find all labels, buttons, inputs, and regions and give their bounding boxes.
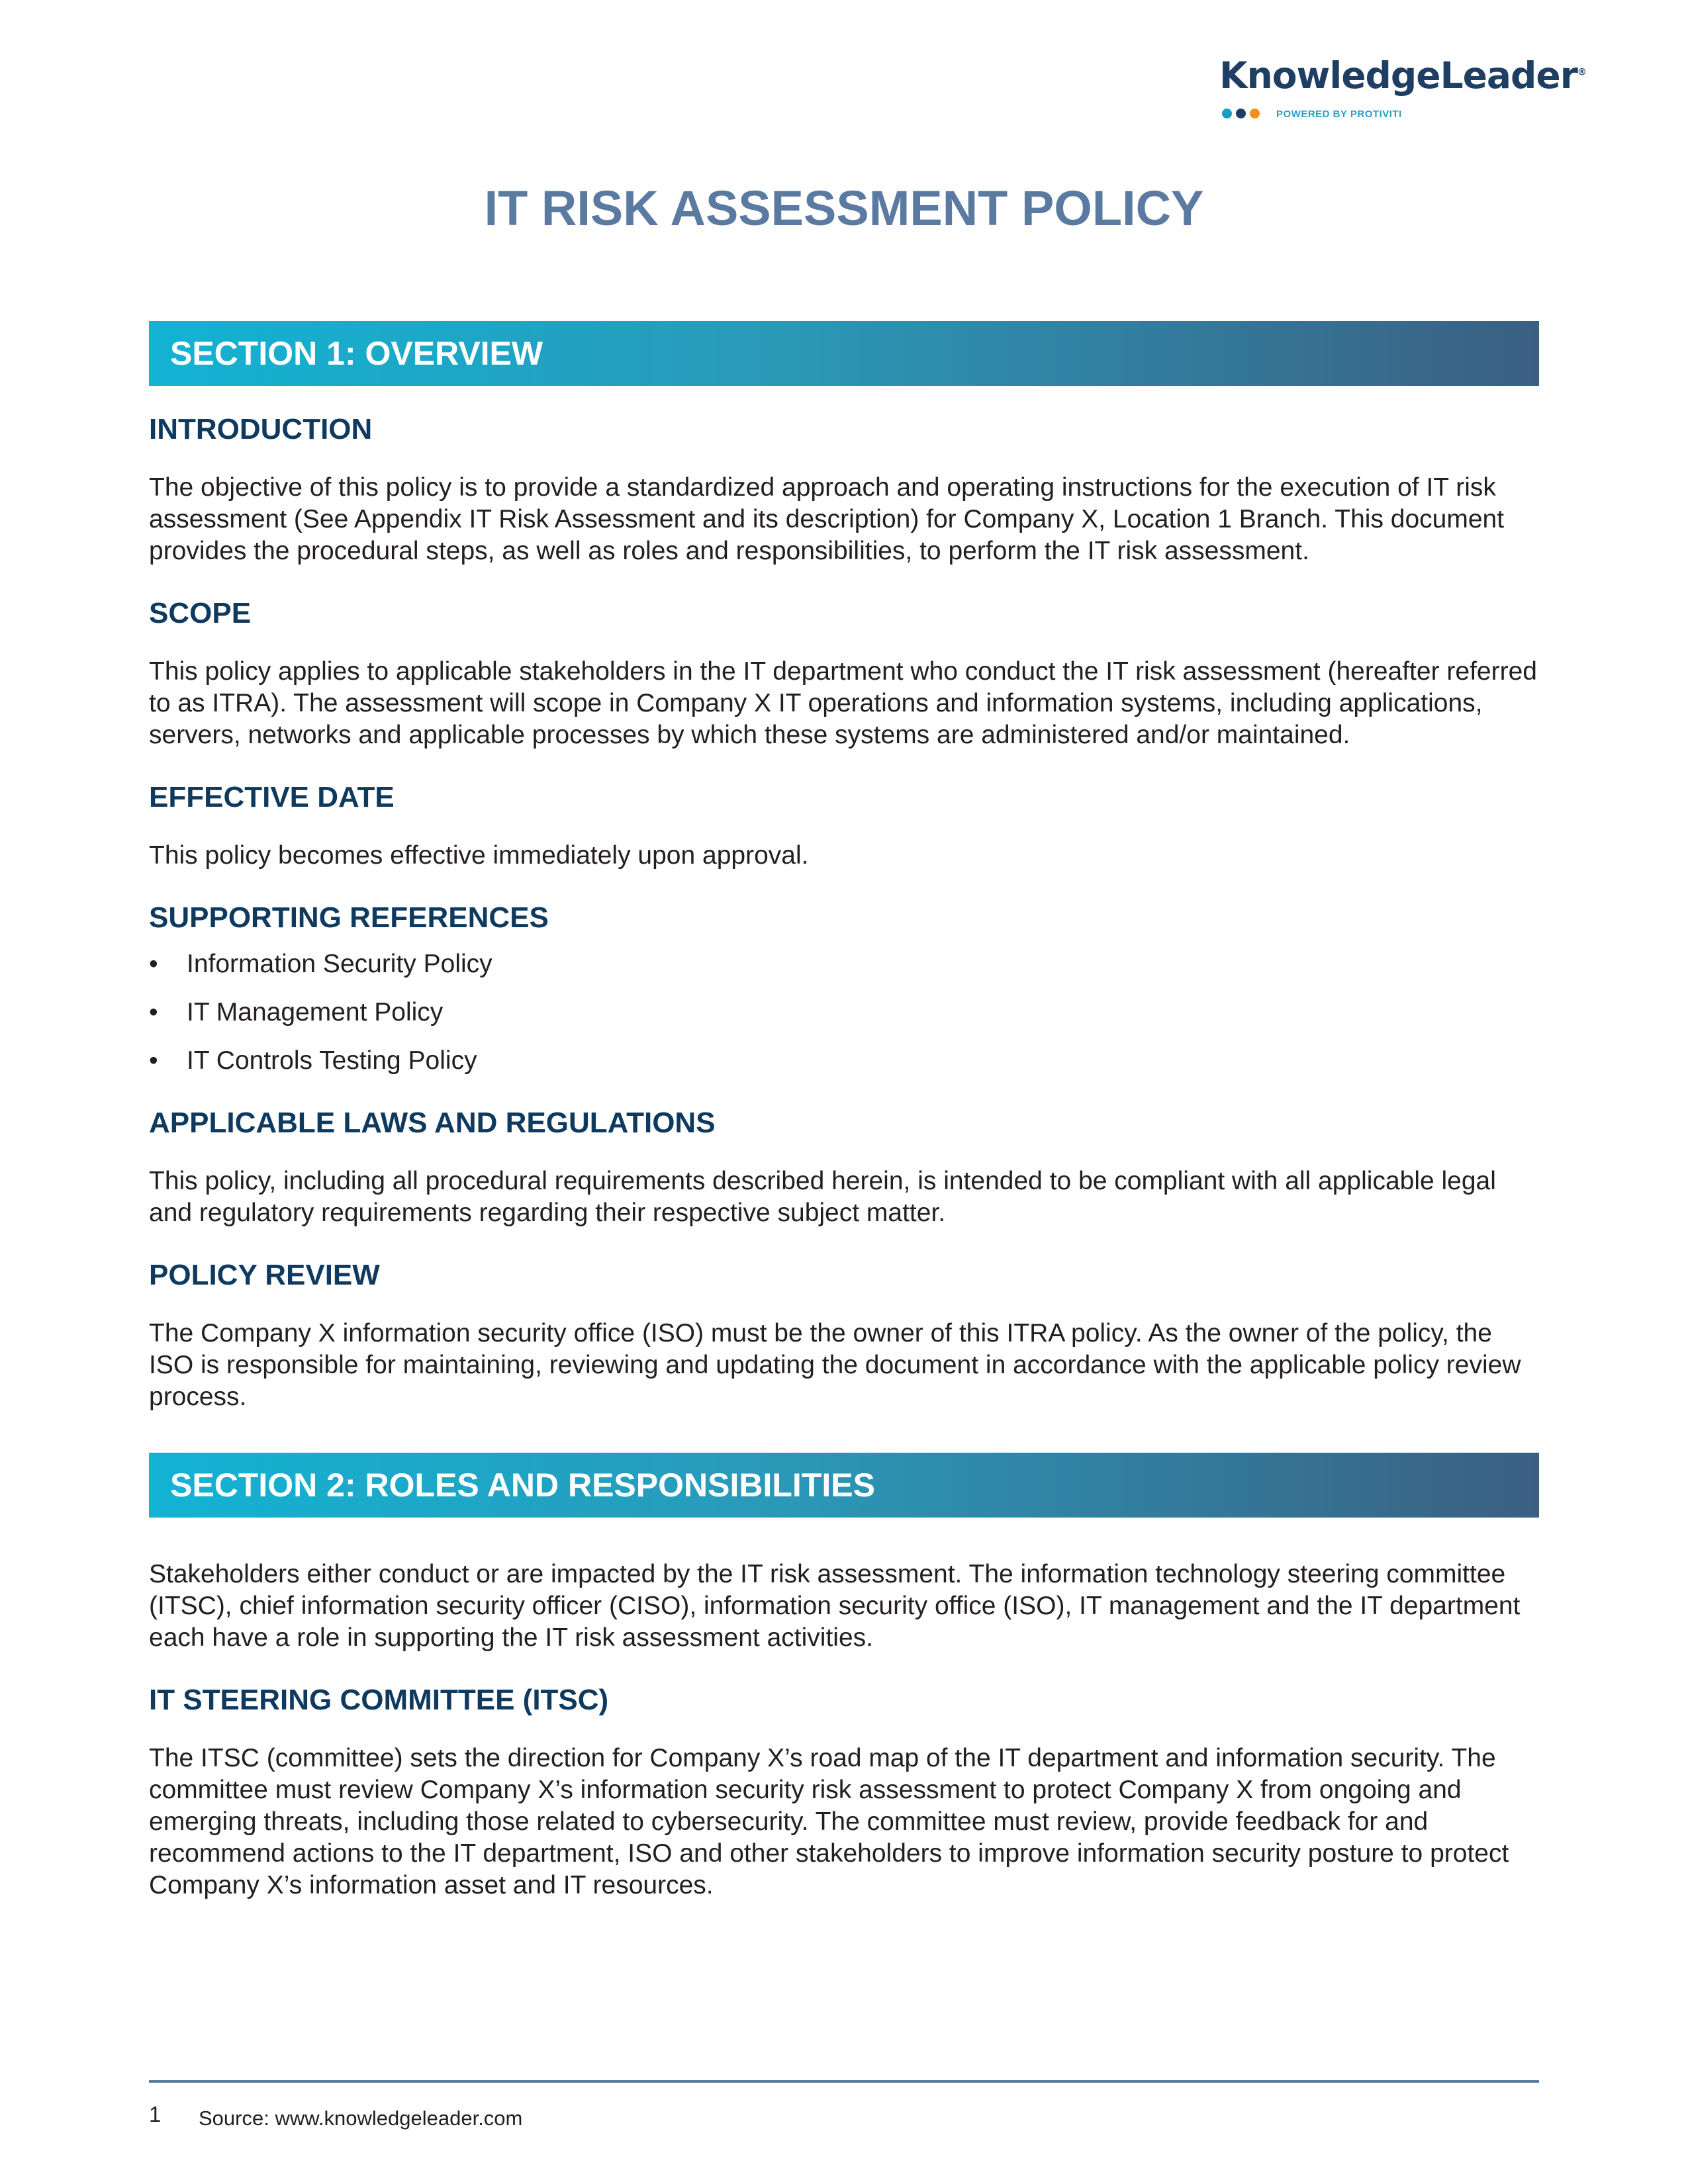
logo-name: KnowledgeLeader [1219, 54, 1577, 97]
laws-heading: APPLICABLE LAWS AND REGULATIONS [149, 1107, 716, 1139]
bullet-icon: • [149, 1046, 158, 1075]
footer-divider [149, 2080, 1539, 2083]
section-2-heading: SECTION 2: ROLES AND RESPONSIBILITIES [149, 1453, 1539, 1518]
laws-text: This policy, including all procedural requirements described herein, is intended to be compliant with all applicable legal and regulatory requirements regarding their respective subject matter. [149, 1167, 1496, 1227]
logo-wordmark [1219, 54, 1586, 97]
logo-dot-icon [1236, 109, 1246, 118]
policy-review-text: The Company X information security office (ISO) must be the owner of this ITRA policy. As the owner of the policy, the ISO is responsible for maintaining, reviewing and updating the document in accordance with the applicable policy review process. [149, 1319, 1521, 1411]
introduction-text: The objective of this policy is to provide a standardized approach and operating instructions for the execution of IT risk assessment (See Appendix IT Risk Assessment and its description) for Company X, Location 1 Branch. This document provides the procedural steps, as well as roles and responsibilities, to perform the IT risk assessment. [149, 473, 1505, 565]
supporting-references-list [149, 948, 1539, 1077]
scope-heading: SCOPE [149, 597, 252, 629]
policy-review-heading: POLICY REVIEW [149, 1259, 380, 1291]
introduction-heading: INTRODUCTION [149, 413, 373, 445]
section-1-heading: SECTION 1: OVERVIEW [149, 321, 1539, 386]
source-note: Source: www.knowledgeleader.com [199, 2107, 523, 2130]
list-item [149, 948, 1539, 980]
document-title: IT RISK ASSESSMENT POLICY [484, 181, 1204, 236]
logo-registered-mark: ® [1577, 67, 1586, 78]
effective-date-text: This policy becomes effective immediately upon approval. [149, 841, 809, 870]
scope-text: This policy applies to applicable stakeholders in the IT department who conduct the IT risk assessment (hereafter referred to as ITRA). The assessment will scope in Company X IT operations and information systems, including applications, servers, networks and applicable processes by which these systems are administered and/or maintained. [149, 657, 1537, 749]
effective-date-heading: EFFECTIVE DATE [149, 781, 395, 813]
itsc-heading: IT STEERING COMMITTEE (ITSC) [149, 1684, 609, 1716]
page-number: 1 [149, 2102, 162, 2126]
roles-intro-text: Stakeholders either conduct or are impacted by the IT risk assessment. The information technology steering committee (ITSC), chief information security officer (CISO), information security office (ISO), IT management and the IT department each have a role in supporting the IT risk assessment activities. [149, 1560, 1521, 1652]
list-item [149, 1045, 1539, 1077]
list-item-text: IT Management Policy [187, 998, 444, 1026]
bullet-icon: • [149, 998, 158, 1026]
itsc-text: The ITSC (committee) sets the direction for Company X’s road map of the IT department and information security. The committee must review Company X’s information security risk assessment to protect Company X from ongoing and emerging threats, including those related to cybersecurity. The committee must review, provide feedback for and recommend actions to the IT department, ISO and other stakeholders to improve information security posture to protect Company X’s information asset and IT resources. [149, 1744, 1509, 1899]
list-item-text: IT Controls Testing Policy [187, 1046, 477, 1075]
logo-dot-icon [1250, 109, 1260, 118]
logo-dots [1222, 109, 1260, 120]
list-item-text: Information Security Policy [187, 950, 492, 978]
knowledgeleader-logo [1219, 54, 1586, 127]
bullet-icon: • [149, 950, 158, 978]
document-body [149, 321, 1539, 1901]
logo-tagline: POWERED BY PROTIVITI [1276, 109, 1402, 120]
list-item [149, 997, 1539, 1028]
logo-dot-icon [1222, 109, 1232, 118]
supporting-references-heading: SUPPORTING REFERENCES [149, 901, 549, 934]
